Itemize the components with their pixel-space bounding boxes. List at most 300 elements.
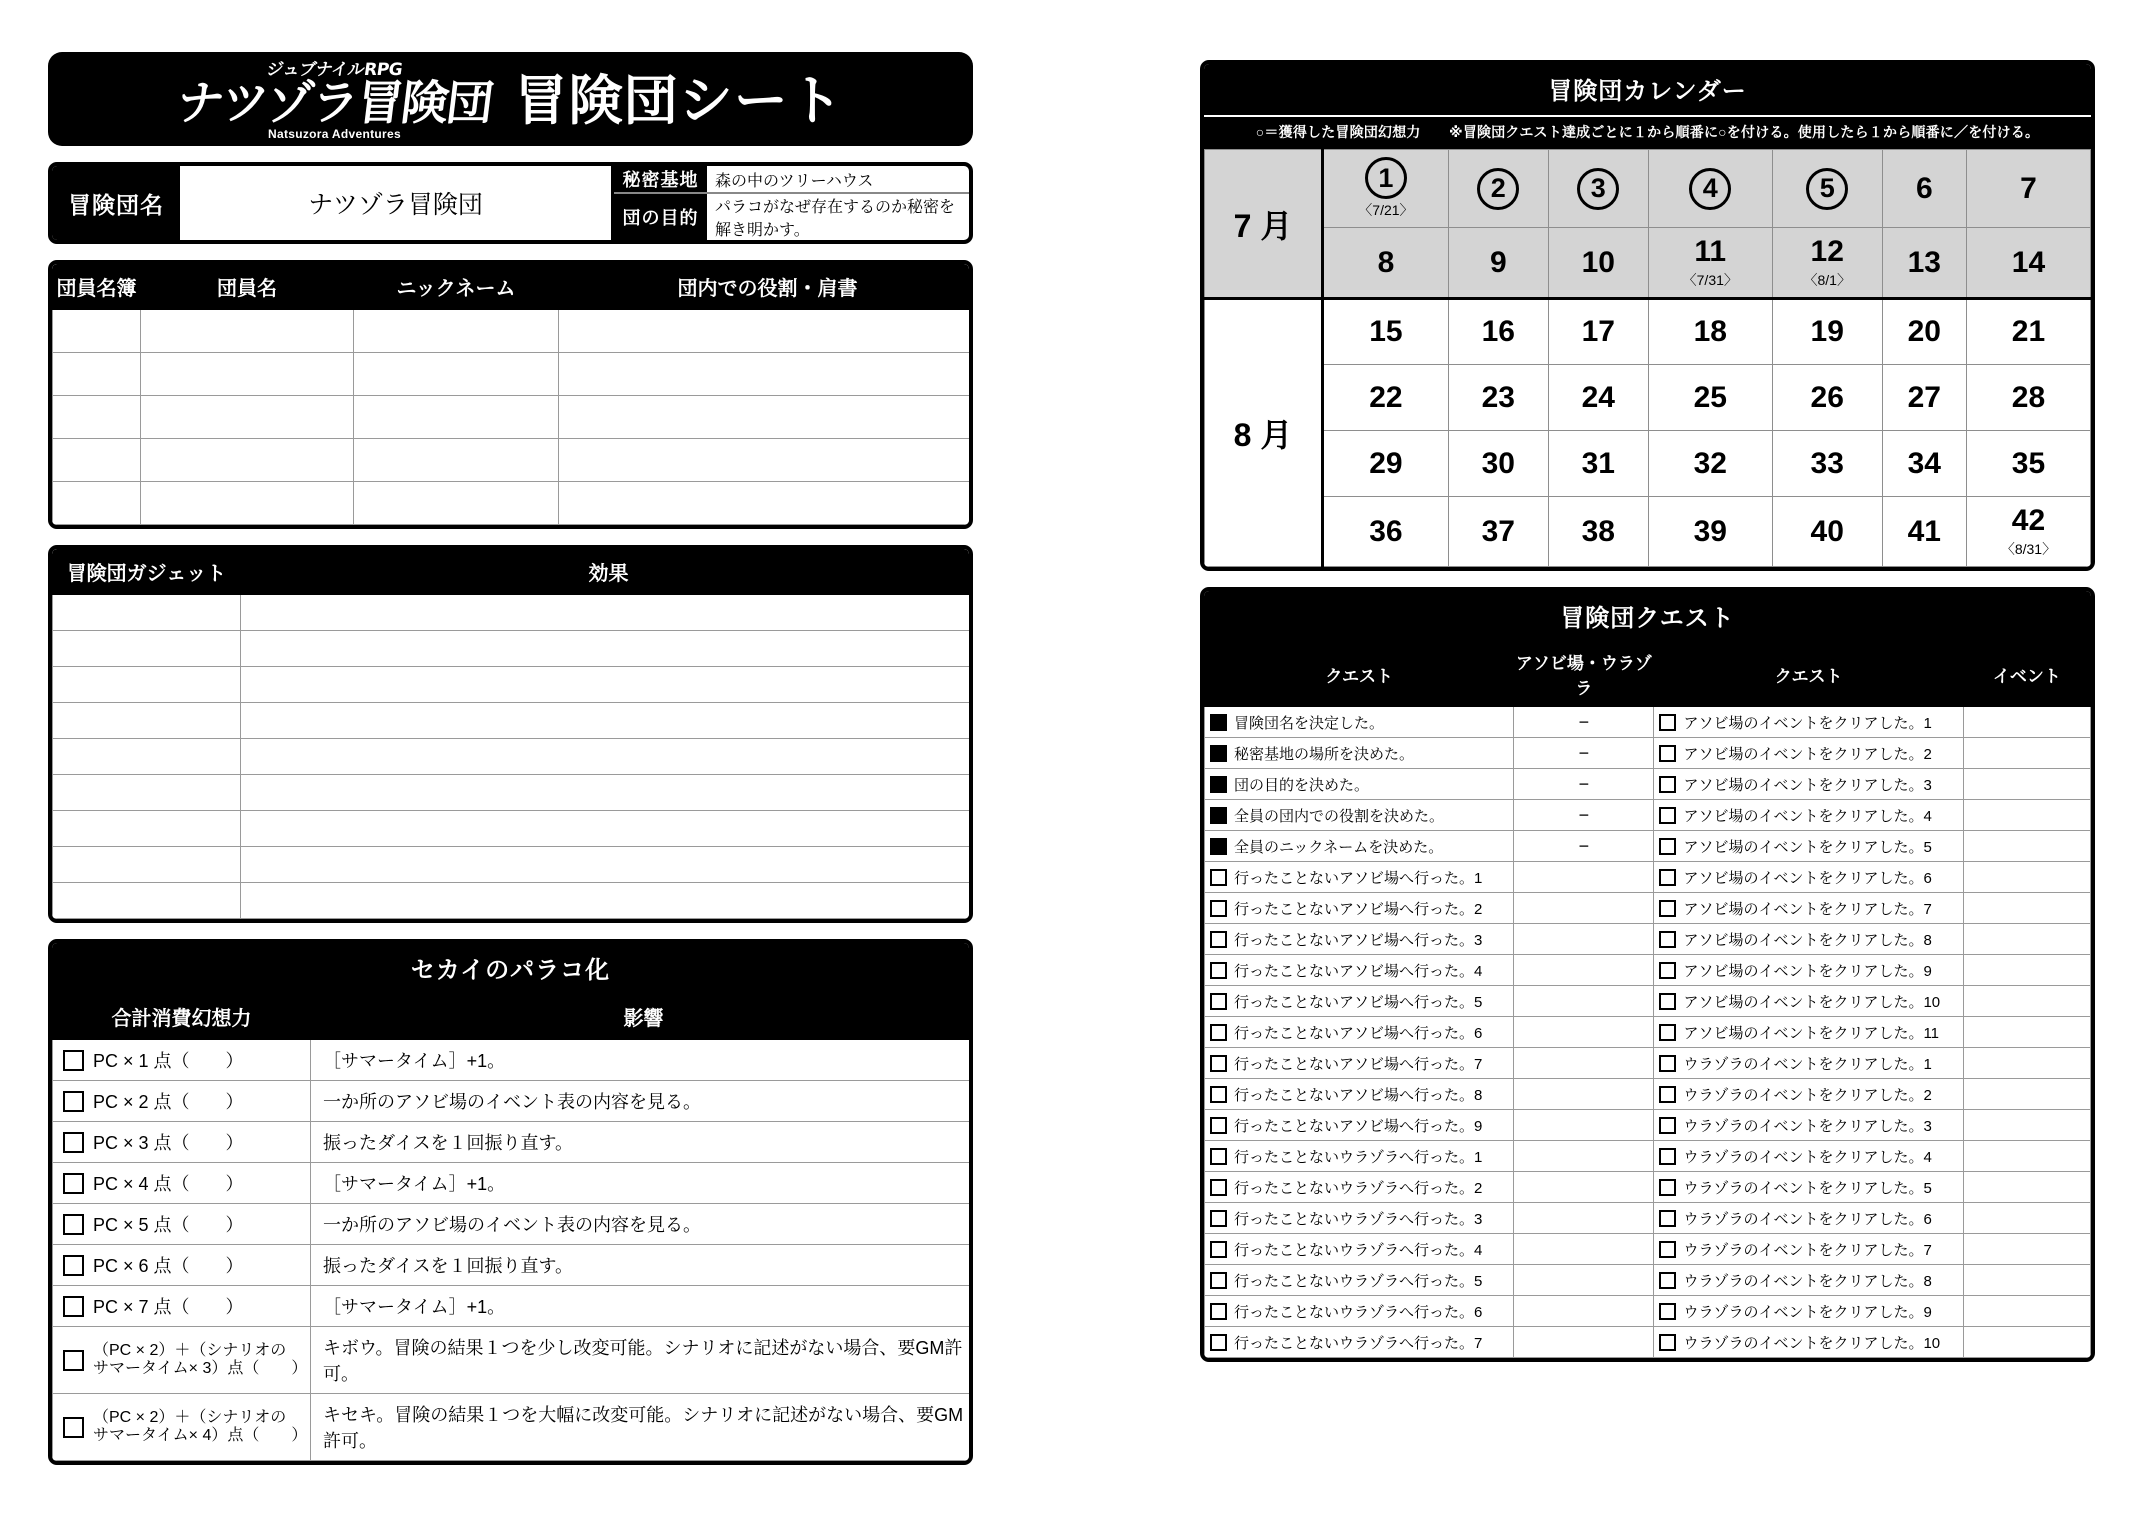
quest-col-event: イベント <box>1963 643 2090 707</box>
quest-right-checkbox[interactable] <box>1659 993 1676 1010</box>
quest-left-cell <box>1205 893 1514 924</box>
table-row <box>1205 1265 2091 1296</box>
calendar-day-cell[interactable] <box>1966 431 2090 497</box>
quest-right-label: アソビ場のイベントをクリアした。9 <box>1683 962 1932 980</box>
calendar-day-cell[interactable] <box>1448 299 1548 365</box>
gadget-body <box>53 595 974 919</box>
quest-right-label: アソビ場のイベントをクリアした。2 <box>1683 745 1932 763</box>
calendar-day-cell[interactable] <box>1772 228 1882 299</box>
table-row <box>53 482 974 525</box>
quest-right-checkbox[interactable] <box>1659 807 1676 824</box>
quest-right-checkbox[interactable] <box>1659 1334 1676 1351</box>
calendar-day-circle: 4 <box>1689 168 1731 210</box>
member-name[interactable] <box>141 396 354 439</box>
paraco-checkbox[interactable] <box>63 1417 84 1438</box>
quest-right-cell <box>1654 1017 1963 1048</box>
quest-left-checkbox[interactable] <box>1210 993 1227 1010</box>
calendar-title: 冒険団カレンダー <box>1204 64 2091 115</box>
quest-event-cell[interactable] <box>1963 1172 2090 1203</box>
gadget-name[interactable] <box>53 847 241 883</box>
quest-event-cell[interactable] <box>1963 1079 2090 1110</box>
calendar-day-number: 23 <box>1481 380 1515 414</box>
party-name-value[interactable]: ナツゾラ冒険団 <box>308 191 483 219</box>
quest-right-checkbox[interactable] <box>1659 931 1676 948</box>
quest-right-label: ウラゾラのイベントをクリアした。1 <box>1683 1055 1932 1073</box>
calendar-day-cell[interactable] <box>1966 365 2090 431</box>
calendar-day-cell[interactable] <box>1966 299 2090 365</box>
quest-left-cell <box>1205 1296 1514 1327</box>
quest-right-cell <box>1654 862 1963 893</box>
member-role[interactable] <box>559 396 974 439</box>
calendar-day-number: 13 <box>1907 245 1941 279</box>
calendar-day-cell[interactable] <box>1448 497 1548 567</box>
quest-panel <box>1200 587 2095 1362</box>
quest-left-cell <box>1205 831 1514 862</box>
table-row <box>1205 893 2091 924</box>
quest-place-cell[interactable] <box>1514 893 1654 924</box>
member-name[interactable] <box>141 439 354 482</box>
quest-place-cell[interactable] <box>1514 800 1654 831</box>
quest-left-checkbox[interactable] <box>1210 1086 1227 1103</box>
calendar-day-number: 22 <box>1369 380 1403 414</box>
quest-right-checkbox[interactable] <box>1659 1303 1676 1320</box>
calendar-day-number: 28 <box>2011 380 2046 414</box>
paraco-effect: キボウ。冒険の結果１つを少し改変可能。シナリオに記述がない場合、要GM許可。 <box>311 1327 974 1394</box>
calendar-day-number: 40 <box>1810 514 1844 548</box>
quest-place-cell[interactable] <box>1514 1203 1654 1234</box>
paraco-cost-cell <box>53 1394 311 1461</box>
quest-left-cell <box>1205 924 1514 955</box>
quest-place-cell[interactable] <box>1514 1327 1654 1358</box>
calendar-day-number: 17 <box>1581 315 1615 348</box>
paraco-col-effect: 影響 <box>311 995 974 1040</box>
calendar-day-cell[interactable] <box>1323 365 1449 431</box>
members-table <box>52 264 973 525</box>
quest-event-cell[interactable] <box>1963 1203 2090 1234</box>
table-row <box>53 1122 974 1163</box>
purpose-value[interactable]: パラコがなぜ存在するのか秘密を解き明かす。 <box>715 199 956 239</box>
quest-left-label: 行ったことないアソビ場へ行った。2 <box>1234 900 1483 918</box>
calendar-day-cell[interactable] <box>1966 150 2090 228</box>
gadget-effect[interactable] <box>241 631 974 667</box>
quest-left-checkbox[interactable] <box>1210 1272 1227 1289</box>
gadget-name[interactable] <box>53 631 241 667</box>
quest-place-cell[interactable] <box>1514 955 1654 986</box>
calendar-day-cell[interactable] <box>1882 365 1966 431</box>
calendar-day-cell[interactable] <box>1323 497 1449 567</box>
quest-event-cell[interactable] <box>1963 924 2090 955</box>
paraco-cost-label: （PC × 2）＋（シナリオの サマータイム× 3）点（ ） <box>93 1341 308 1377</box>
quest-right-cell <box>1654 1296 1963 1327</box>
secret-base-value[interactable]: 森の中のツリーハウス <box>715 172 874 190</box>
quest-place-value: − <box>1578 804 1590 825</box>
secret-base-label: 秘密基地 <box>614 166 707 192</box>
table-row <box>53 310 974 353</box>
calendar-day-cell[interactable] <box>1548 150 1648 228</box>
quest-right-label: ウラゾラのイベントをクリアした。10 <box>1683 1334 1941 1352</box>
gadget-name[interactable] <box>53 739 241 775</box>
quest-left-checkbox[interactable] <box>1210 807 1227 824</box>
calendar-day-cell[interactable] <box>1548 299 1648 365</box>
paraco-checkbox[interactable] <box>63 1214 84 1235</box>
gadget-effect[interactable] <box>241 883 974 919</box>
quest-left-checkbox[interactable] <box>1210 838 1227 855</box>
calendar-day-cell[interactable] <box>1648 150 1772 228</box>
calendar-day-cell[interactable] <box>1323 150 1449 228</box>
calendar-day-cell[interactable] <box>1772 150 1882 228</box>
quest-left-label: 行ったことないウラゾラへ行った。1 <box>1234 1148 1483 1166</box>
game-logo <box>173 58 496 141</box>
quest-place-cell[interactable] <box>1514 1234 1654 1265</box>
paraco-cost-label: PC × 1 点（ ） <box>93 1051 244 1071</box>
calendar-day-number: 12 <box>1810 235 1844 268</box>
quest-right-checkbox[interactable] <box>1659 776 1676 793</box>
calendar-day-cell[interactable] <box>1448 431 1548 497</box>
quest-event-cell[interactable] <box>1963 769 2090 800</box>
quest-place-cell[interactable] <box>1514 1079 1654 1110</box>
quest-left-label: 行ったことないアソビ場へ行った。8 <box>1234 1086 1483 1104</box>
paraco-cost-cell <box>53 1163 311 1204</box>
calendar-day-cell[interactable] <box>1772 431 1882 497</box>
gadget-effect[interactable] <box>241 703 974 739</box>
member-name[interactable] <box>141 482 354 525</box>
quest-event-cell[interactable] <box>1963 1296 2090 1327</box>
calendar-day-cell[interactable] <box>1648 431 1772 497</box>
calendar-day-cell[interactable] <box>1882 299 1966 365</box>
paraco-checkbox[interactable] <box>63 1091 84 1112</box>
calendar-day-cell[interactable] <box>1882 497 1966 567</box>
calendar-month-label: 7 月 <box>1205 150 1323 299</box>
quest-event-cell[interactable] <box>1963 1234 2090 1265</box>
paraco-cost-cell <box>53 1245 311 1286</box>
paraco-checkbox[interactable] <box>63 1132 84 1153</box>
quest-event-cell[interactable] <box>1963 800 2090 831</box>
table-row <box>1205 1327 2091 1358</box>
quest-right-checkbox[interactable] <box>1659 714 1676 731</box>
quest-right-checkbox[interactable] <box>1659 745 1676 762</box>
calendar-month-label: 8 月 <box>1205 299 1323 567</box>
paraco-cost-label: PC × 4 点（ ） <box>93 1174 244 1194</box>
quest-left-label: 行ったことないウラゾラへ行った。3 <box>1234 1210 1483 1228</box>
quest-left-checkbox[interactable] <box>1210 1303 1227 1320</box>
table-row <box>1205 1017 2091 1048</box>
calendar-day-cell[interactable] <box>1548 497 1648 567</box>
quest-left-checkbox[interactable] <box>1210 1148 1227 1165</box>
quest-right-checkbox[interactable] <box>1659 1272 1676 1289</box>
calendar-week-row <box>1205 299 2091 365</box>
gadget-name[interactable] <box>53 703 241 739</box>
calendar-day-cell[interactable] <box>1648 497 1772 567</box>
quest-event-cell[interactable] <box>1963 1017 2090 1048</box>
member-nickname[interactable] <box>354 353 559 396</box>
quest-left-checkbox[interactable] <box>1210 1117 1227 1134</box>
paraco-checkbox[interactable] <box>63 1296 84 1317</box>
calendar-day-cell[interactable] <box>1882 150 1966 228</box>
quest-place-cell[interactable] <box>1514 1141 1654 1172</box>
quest-left-checkbox[interactable] <box>1210 1055 1227 1072</box>
quest-left-checkbox[interactable] <box>1210 900 1227 917</box>
quest-right-cell <box>1654 1079 1963 1110</box>
quest-header-row <box>1205 643 2091 707</box>
logo-main-text: ナツゾラ冒険団 <box>173 76 496 131</box>
calendar-day-cell[interactable] <box>1772 365 1882 431</box>
calendar-day-cell[interactable] <box>1772 497 1882 567</box>
quest-left-checkbox[interactable] <box>1210 714 1227 731</box>
calendar-day-number: 36 <box>1369 514 1403 548</box>
calendar-day-cell[interactable] <box>1448 150 1548 228</box>
quest-right-checkbox[interactable] <box>1659 1024 1676 1041</box>
table-row <box>53 1286 974 1327</box>
calendar-day-cell[interactable] <box>1966 228 2090 299</box>
quest-right-checkbox[interactable] <box>1659 1055 1676 1072</box>
quest-place-cell[interactable] <box>1514 1172 1654 1203</box>
quest-left-checkbox[interactable] <box>1210 1024 1227 1041</box>
calendar-day-number: 15 <box>1369 315 1403 348</box>
gadget-effect[interactable] <box>241 847 974 883</box>
party-name-group <box>52 166 614 240</box>
quest-event-cell[interactable] <box>1963 955 2090 986</box>
gadget-effect[interactable] <box>241 775 974 811</box>
calendar-day-cell[interactable] <box>1448 228 1548 299</box>
quest-event-cell[interactable] <box>1963 986 2090 1017</box>
calendar-day-number: 9 <box>1489 245 1507 279</box>
quest-event-cell[interactable] <box>1963 862 2090 893</box>
table-row <box>1205 800 2091 831</box>
table-row <box>1205 1048 2091 1079</box>
table-row <box>53 703 974 739</box>
quest-left-cell <box>1205 1203 1514 1234</box>
quest-right-label: ウラゾラのイベントをクリアした。9 <box>1683 1303 1932 1321</box>
quest-right-cell <box>1654 893 1963 924</box>
quest-event-cell[interactable] <box>1963 1048 2090 1079</box>
quest-event-cell[interactable] <box>1963 1110 2090 1141</box>
quest-left-checkbox[interactable] <box>1210 1241 1227 1258</box>
quest-right-checkbox[interactable] <box>1659 1148 1676 1165</box>
quest-left-label: 行ったことないアソビ場へ行った。4 <box>1234 962 1483 980</box>
table-row <box>1205 1079 2091 1110</box>
quest-right-cell <box>1654 924 1963 955</box>
quest-right-checkbox[interactable] <box>1659 869 1676 886</box>
quest-left-checkbox[interactable] <box>1210 1179 1227 1196</box>
gadget-col-name: 冒険団ガジェット <box>53 550 241 595</box>
quest-right-checkbox[interactable] <box>1659 1086 1676 1103</box>
calendar-week-row <box>1205 150 2091 228</box>
quest-left-cell <box>1205 1172 1514 1203</box>
quest-left-cell <box>1205 1017 1514 1048</box>
quest-right-checkbox[interactable] <box>1659 838 1676 855</box>
quest-left-label: 行ったことないウラゾラへ行った。4 <box>1234 1241 1483 1259</box>
quest-right-label: アソビ場のイベントをクリアした。1 <box>1683 714 1932 732</box>
member-role[interactable] <box>559 439 974 482</box>
quest-place-cell[interactable] <box>1514 986 1654 1017</box>
calendar-day-number: 24 <box>1581 380 1615 414</box>
gadget-name[interactable] <box>53 775 241 811</box>
quest-place-cell[interactable] <box>1514 738 1654 769</box>
members-col-name: 団員名 <box>141 265 354 310</box>
quest-left-label: 行ったことないウラゾラへ行った。2 <box>1234 1179 1483 1197</box>
calendar-day-cell[interactable] <box>1448 365 1548 431</box>
quest-left-label: 全員の団内での役割を決めた。 <box>1234 807 1445 825</box>
table-row <box>53 595 974 631</box>
calendar-day-number: 42 <box>2011 504 2046 537</box>
quest-left-cell <box>1205 955 1514 986</box>
quest-right-checkbox[interactable] <box>1659 1117 1676 1134</box>
calendar-day-cell[interactable] <box>1882 431 1966 497</box>
calendar-day-cell[interactable] <box>1323 431 1449 497</box>
quest-right-checkbox[interactable] <box>1659 1210 1676 1227</box>
quest-left-cell <box>1205 1141 1514 1172</box>
quest-left-label: 行ったことないアソビ場へ行った。6 <box>1234 1024 1483 1042</box>
quest-place-cell[interactable] <box>1514 707 1654 738</box>
calendar-day-circle: 3 <box>1577 168 1619 210</box>
calendar-day-number: 31 <box>1581 446 1615 480</box>
quest-place-cell[interactable] <box>1514 1110 1654 1141</box>
sheet-title: 冒険団シート <box>513 68 844 132</box>
calendar-day-cell[interactable] <box>1772 299 1882 365</box>
member-role[interactable] <box>559 353 974 396</box>
calendar-day-number: 8 <box>1377 245 1395 279</box>
quest-left-checkbox[interactable] <box>1210 1334 1227 1351</box>
quest-right-label: アソビ場のイベントをクリアした。5 <box>1683 838 1932 856</box>
quest-left-cell <box>1205 800 1514 831</box>
quest-left-cell <box>1205 707 1514 738</box>
calendar-day-number: 25 <box>1693 380 1727 414</box>
quest-left-label: 団の目的を決めた。 <box>1234 776 1370 794</box>
gadget-header-row <box>53 550 974 595</box>
quest-body <box>1205 707 2091 1358</box>
gadget-effect[interactable] <box>241 739 974 775</box>
quest-left-checkbox[interactable] <box>1210 1210 1227 1227</box>
member-name[interactable] <box>141 310 354 353</box>
quest-place-cell[interactable] <box>1514 1017 1654 1048</box>
quest-right-checkbox[interactable] <box>1659 962 1676 979</box>
members-col-index: 団員名簿 <box>53 265 141 310</box>
paraco-checkbox[interactable] <box>63 1173 84 1194</box>
quest-left-checkbox[interactable] <box>1210 745 1227 762</box>
member-nickname[interactable] <box>354 482 559 525</box>
gadget-col-effect: 効果 <box>241 550 974 595</box>
calendar-week-row <box>1205 365 2091 431</box>
gadget-effect[interactable] <box>241 811 974 847</box>
paraco-col-cost: 合計消費幻想力 <box>53 995 311 1040</box>
calendar-day-cell[interactable] <box>1323 299 1449 365</box>
party-info-block <box>48 162 973 244</box>
quest-left-cell <box>1205 1048 1514 1079</box>
quest-left-checkbox[interactable] <box>1210 869 1227 886</box>
quest-right-label: アソビ場のイベントをクリアした。3 <box>1683 776 1932 794</box>
table-row <box>53 1081 974 1122</box>
paraco-checkbox[interactable] <box>63 1350 84 1371</box>
gadget-name[interactable] <box>53 883 241 919</box>
quest-event-cell[interactable] <box>1963 1141 2090 1172</box>
quest-event-cell[interactable] <box>1963 1327 2090 1358</box>
quest-right-cell <box>1654 1265 1963 1296</box>
members-header-row <box>53 265 974 310</box>
paraco-checkbox[interactable] <box>63 1050 84 1071</box>
quest-place-cell[interactable] <box>1514 831 1654 862</box>
base-purpose-group <box>614 166 969 240</box>
quest-right-checkbox[interactable] <box>1659 1241 1676 1258</box>
quest-left-label: 全員のニックネームを決めた。 <box>1234 838 1444 856</box>
quest-right-checkbox[interactable] <box>1659 900 1676 917</box>
calendar-day-cell[interactable] <box>1648 299 1772 365</box>
calendar-day-cell[interactable] <box>1548 228 1648 299</box>
member-role[interactable] <box>559 482 974 525</box>
quest-left-label: 行ったことないアソビ場へ行った。3 <box>1234 931 1483 949</box>
quest-place-cell[interactable] <box>1514 1265 1654 1296</box>
paraco-effect: 一か所のアソビ場のイベント表の内容を見る。 <box>311 1081 974 1122</box>
quest-event-cell[interactable] <box>1963 893 2090 924</box>
quest-place-cell[interactable] <box>1514 924 1654 955</box>
quest-right-cell <box>1654 738 1963 769</box>
calendar-day-number: 35 <box>2011 446 2046 480</box>
quest-place-cell[interactable] <box>1514 1296 1654 1327</box>
gadget-table <box>52 549 973 919</box>
calendar-day-circle: 5 <box>1806 168 1848 210</box>
table-row <box>53 631 974 667</box>
calendar-day-cell[interactable] <box>1966 497 2090 567</box>
quest-event-cell[interactable] <box>1963 831 2090 862</box>
calendar-day-number: 34 <box>1907 446 1941 480</box>
quest-left-checkbox[interactable] <box>1210 962 1227 979</box>
quest-event-cell[interactable] <box>1963 707 2090 738</box>
quest-place-cell[interactable] <box>1514 1048 1654 1079</box>
calendar-day-cell[interactable] <box>1648 228 1772 299</box>
quest-place-cell[interactable] <box>1514 769 1654 800</box>
calendar-day-cell[interactable] <box>1323 228 1449 299</box>
member-role[interactable] <box>559 310 974 353</box>
table-row <box>1205 986 2091 1017</box>
quest-event-cell[interactable] <box>1963 1265 2090 1296</box>
quest-left-checkbox[interactable] <box>1210 931 1227 948</box>
quest-right-label: アソビ場のイベントをクリアした。6 <box>1683 869 1932 887</box>
calendar-day-cell[interactable] <box>1548 431 1648 497</box>
quest-place-cell[interactable] <box>1514 862 1654 893</box>
table-row <box>53 883 974 919</box>
member-name[interactable] <box>141 353 354 396</box>
quest-right-cell <box>1654 986 1963 1017</box>
member-nickname[interactable] <box>354 396 559 439</box>
quest-right-label: ウラゾラのイベントをクリアした。6 <box>1683 1210 1932 1228</box>
quest-event-cell[interactable] <box>1963 738 2090 769</box>
paraco-cost-cell <box>53 1327 311 1394</box>
table-row <box>53 739 974 775</box>
paraco-cost-label: PC × 3 点（ ） <box>93 1133 244 1153</box>
calendar-day-cell[interactable] <box>1648 365 1772 431</box>
quest-place-value: − <box>1578 742 1590 763</box>
gadget-effect[interactable] <box>241 667 974 703</box>
calendar-day-cell[interactable] <box>1882 228 1966 299</box>
gadget-effect[interactable] <box>241 595 974 631</box>
calendar-day-number: 6 <box>1915 171 1933 205</box>
calendar-day-cell[interactable] <box>1548 365 1648 431</box>
quest-left-cell <box>1205 986 1514 1017</box>
member-nickname[interactable] <box>354 310 559 353</box>
quest-col-right: クエスト <box>1654 643 1963 707</box>
paraco-body <box>53 1040 974 1461</box>
paraco-checkbox[interactable] <box>63 1255 84 1276</box>
quest-right-label: ウラゾラのイベントをクリアした。7 <box>1683 1241 1932 1259</box>
paraco-effect: 振ったダイスを１回振り直す。 <box>311 1245 974 1286</box>
right-column <box>1165 30 2125 1488</box>
quest-right-checkbox[interactable] <box>1659 1179 1676 1196</box>
gadget-name[interactable] <box>53 811 241 847</box>
member-nickname[interactable] <box>354 439 559 482</box>
paraco-cost-label: PC × 2 点（ ） <box>93 1092 244 1112</box>
quest-left-checkbox[interactable] <box>1210 776 1227 793</box>
gadget-name[interactable] <box>53 595 241 631</box>
gadget-name[interactable] <box>53 667 241 703</box>
